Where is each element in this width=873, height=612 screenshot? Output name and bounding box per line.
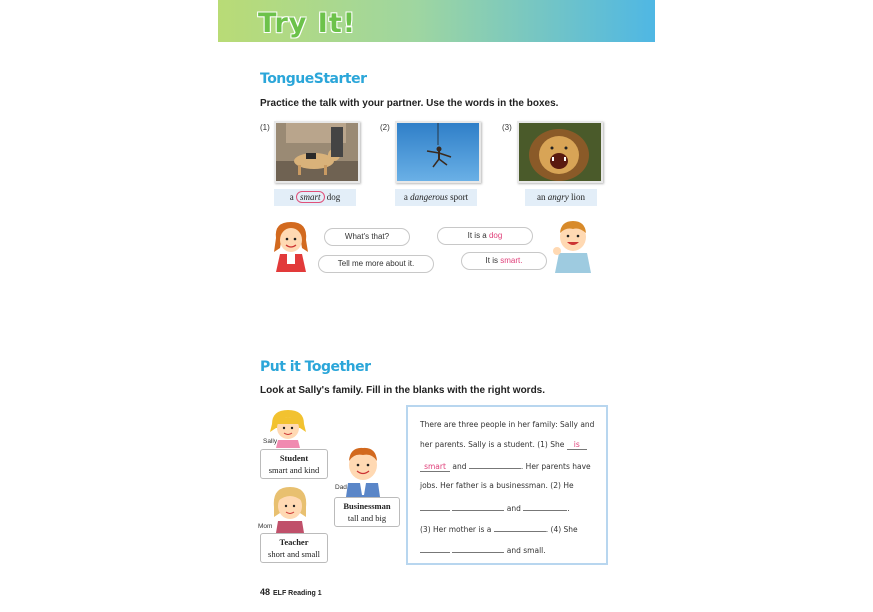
answer-blank-filled[interactable]: is: [567, 440, 587, 450]
item-number: (3): [502, 123, 512, 132]
banner-title: Try It!: [258, 8, 357, 39]
answer-blank[interactable]: [494, 523, 546, 532]
speech-bubble-tell-more: Tell me more about it.: [318, 255, 434, 273]
sally-desc: smart and kind: [268, 465, 320, 475]
girl-illustration: [270, 218, 312, 272]
mom-role: Teacher: [279, 537, 309, 547]
text-segment: . Her parents have: [520, 462, 591, 471]
answer-blank[interactable]: [523, 502, 567, 511]
put-together-instruction: Look at Sally's family. Fill in the blanks with the right words.: [260, 385, 546, 396]
speech-bubble-what: What's that?: [324, 228, 410, 246]
label-suffix: dog: [324, 192, 341, 202]
sally-card: [260, 449, 328, 479]
item-label-3: [525, 189, 597, 206]
text-line-4: jobs. Her father is a businessman. (2) He: [420, 481, 574, 490]
tongue-instruction: Practice the talk with your partner. Use the words in the boxes.: [260, 98, 559, 109]
label-suffix: sport: [447, 192, 469, 202]
text-line-2: [420, 440, 587, 450]
dad-role: Businessman: [343, 501, 391, 511]
bungee-jump-photo: [395, 121, 481, 183]
page: [218, 0, 655, 612]
answer-blank-filled[interactable]: smart: [420, 462, 450, 472]
dad-illustration: [342, 443, 384, 497]
text-line-6: [420, 523, 578, 534]
sally-name: Sally: [263, 438, 278, 445]
text-line-5: and .: [420, 502, 570, 513]
guide-dog-photo: [274, 121, 360, 183]
text-line-1: There are three people in her family: Sally and: [420, 420, 595, 429]
page-footer: [260, 587, 322, 597]
label-word-circled: [296, 191, 325, 203]
text-line-7: [420, 544, 546, 555]
dad-desc: tall and big: [347, 513, 387, 523]
bubble-highlight: smart.: [500, 256, 523, 265]
mom-desc: short and small: [268, 549, 320, 559]
speech-bubble-it-is-smart: [461, 252, 547, 270]
fill-in-text-box: [406, 405, 608, 565]
book-title: ELF Reading 1: [273, 590, 322, 597]
put-together-title: Put it Together: [260, 359, 371, 375]
page-number: 48: [260, 587, 271, 597]
item-number: (2): [380, 123, 390, 132]
item-number: (1): [260, 123, 270, 132]
text-line-3: [420, 460, 591, 472]
dad-name: Dad: [335, 484, 347, 491]
answer-blank[interactable]: [420, 544, 450, 553]
text-segment: (3) Her mother is a: [420, 525, 492, 534]
label-word: dangerous: [410, 192, 448, 202]
text-segment: and: [506, 504, 521, 513]
sally-role: Student: [279, 453, 309, 463]
text-segment: . (4) She: [545, 525, 578, 534]
answer-blank[interactable]: [452, 502, 504, 511]
speech-bubble-it-is-dog: [437, 227, 533, 245]
text-segment: and small.: [506, 546, 546, 555]
answer-blank[interactable]: [469, 460, 521, 469]
label-prefix: an: [536, 192, 548, 202]
boy-illustration: [551, 217, 595, 273]
label-word: angry: [547, 192, 569, 202]
bubble-highlight: dog: [488, 231, 503, 240]
text-segment: and: [452, 462, 467, 471]
banner: [218, 0, 655, 42]
label-word: smart: [299, 192, 321, 202]
bubble-text: It is: [485, 256, 501, 265]
mom-card: [260, 533, 328, 563]
tongue-starter-title: TongueStarter: [260, 71, 367, 87]
answer-blank[interactable]: [420, 502, 450, 511]
bubble-text: It is a: [467, 231, 489, 240]
mom-name: Mom: [258, 523, 273, 530]
mom-illustration: [268, 483, 312, 533]
dad-card: [334, 497, 400, 527]
text-segment: her parents. Sally is a student. (1) She: [420, 440, 565, 449]
label-suffix: lion: [568, 192, 585, 202]
answer-blank[interactable]: [452, 544, 504, 553]
label-prefix: a: [403, 192, 411, 202]
lion-photo: [517, 121, 603, 183]
label-prefix: a: [289, 192, 296, 202]
item-label-1: [274, 189, 356, 206]
item-label-2: [395, 189, 477, 206]
